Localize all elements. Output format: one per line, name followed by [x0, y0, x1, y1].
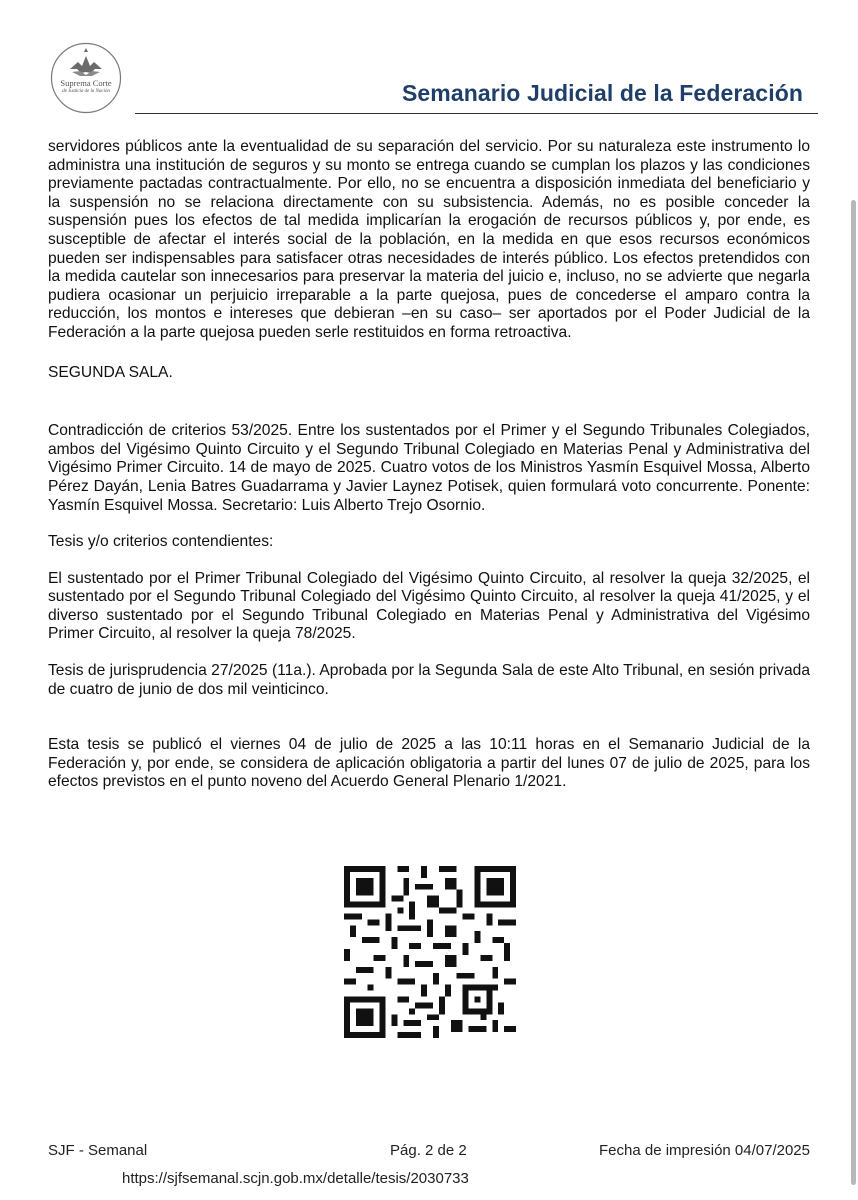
- footer-url-link[interactable]: https://sjfsemanal.scjn.gob.mx/detalle/tesis/2030733: [122, 1170, 469, 1187]
- sala-label: SEGUNDA SALA.: [48, 363, 173, 381]
- paragraph-publicacion: Esta tesis se publicó el viernes 04 de julio de 2025 a las 10:11 horas en el Semanario Judicial de la Federación y, por ende, se considera de aplicación obligatoria a partir del lunes 07 de julio de 2025, para los efectos previstos en el punto noveno del Acuerdo General Plenario 1/2021.: [48, 736, 810, 791]
- logo-text-subtitle: de Justicia de la Nación: [62, 88, 110, 94]
- logo-text-institution: Suprema Corte: [60, 78, 112, 88]
- tesis-heading: Tesis y/o criterios contendientes:: [48, 533, 274, 551]
- page-title: Semanario Judicial de la Federación: [401, 80, 803, 106]
- scrollbar-thumb[interactable]: [851, 200, 856, 1185]
- scjn-logo: [50, 42, 122, 114]
- footer-page-number: Pág. 2 de 2: [390, 1142, 467, 1159]
- footer-source: SJF - Semanal: [48, 1142, 148, 1159]
- paragraph-considerations: servidores públicos ante la eventualidad de su separación del servicio. Por su naturaleza este instrumento lo administra una institución de seguros y su monto se entrega cuando se cumplan los plazos y las condiciones previamente pactadas contractualmente. Por ello, no se encuentra a disposición inmediata del beneficiario y la suspensión no se relaciona directamente con su subsistencia. Además, no es posible conceder la suspensión pues los efectos de tal medida implicarían la erogación de recursos públicos y, por ende, es susceptible de afectar el interés social de la población, en la medida en que esos recursos económicos pueden ser indispensables para satisfacer otras necesidades de interés público. Los efectos pretendidos con la medida cautelar son innecesarios para preservar la materia del juicio e, incluso, no se advierte que negarla pudiera ocasionar un perjuicio irreparable a la parte quejosa, pues de concederse el amparo contra la reducción, los montos e intereses que debieran –en su caso– ser aportados por el Poder Judicial de la Federación a la parte quejosa pueden serle restituidos en forma retroactiva.: [48, 138, 810, 341]
- header-divider: [135, 113, 818, 114]
- page-footer: [48, 1142, 810, 1162]
- paragraph-contradiccion: Contradicción de criterios 53/2025. Entre los sustentados por el Primer y el Segundo Tribunales Colegiados, ambos del Vigésimo Quinto Circuito y el Segundo Tribunal Colegiado en Materias Penal y Administrativa del Vigésimo Primer Circuito. 14 de mayo de 2025. Cuatro votos de los Ministros Yasmín Esquivel Mossa, Alberto Pérez Dayán, Lenia Batres Guadarrama y Javier Laynez Potisek, quien formulará voto concurrente. Ponente: Yasmín Esquivel Mossa. Secretario: Luis Alberto Trejo Osornio.: [48, 422, 810, 514]
- document-body: [48, 138, 810, 792]
- footer-print-date: Fecha de impresión 04/07/2025: [599, 1142, 810, 1159]
- qr-code-icon: [344, 866, 516, 1038]
- paragraph-contendientes: El sustentado por el Primer Tribunal Colegiado del Vigésimo Quinto Circuito, al resolver la queja 32/2025, el sustentado por el Segundo Tribunal Colegiado del Vigésimo Quinto Circuito, al resolver la queja 41/2025, y el diverso sustentado por el Segundo Tribunal Colegiado en Materias Penal y Administrativa del Vigésimo Primer Circuito, al resolver la queja 78/2025.: [48, 569, 810, 643]
- paragraph-jurisprudencia: Tesis de jurisprudencia 27/2025 (11a.). Aprobada por la Segunda Sala de este Alto Tribunal, en sesión privada de cuatro de junio de dos mil veinticinco.: [48, 662, 810, 698]
- qr-code[interactable]: [344, 866, 516, 1038]
